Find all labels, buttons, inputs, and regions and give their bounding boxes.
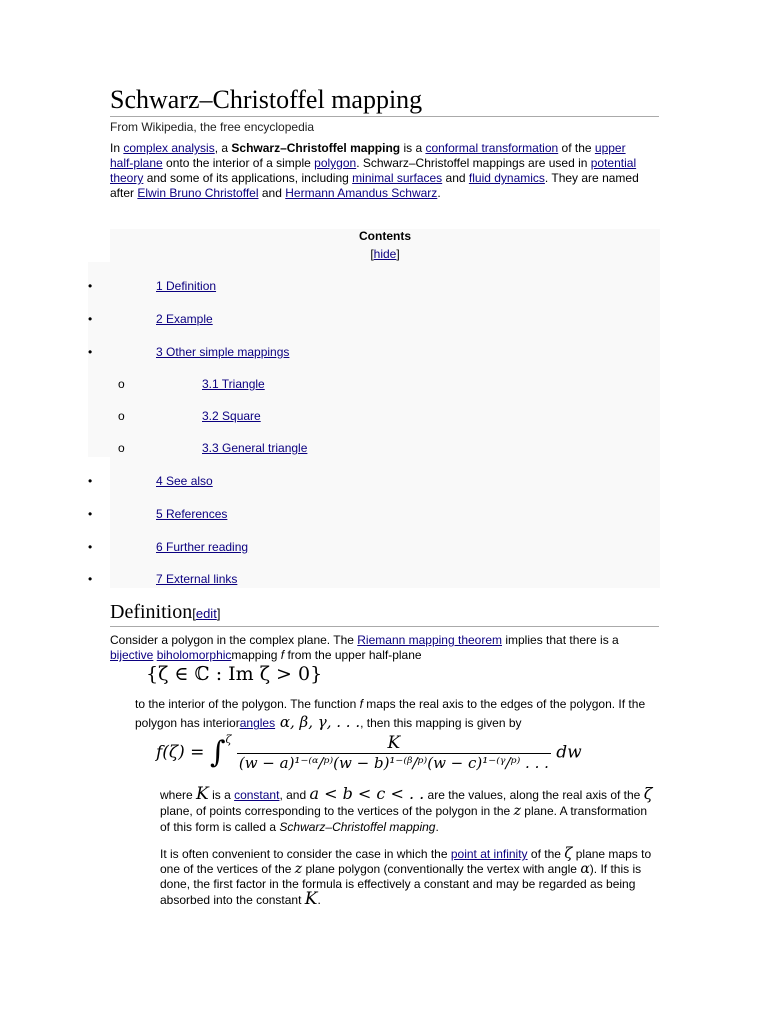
toc-item-see-also[interactable]: 4 See also [156, 474, 213, 488]
toc-item-further-reading[interactable]: 6 Further reading [156, 540, 249, 554]
toc-item-external-links[interactable]: 7 External links [156, 572, 238, 586]
link-potential-theory[interactable]: potential theory [110, 156, 637, 185]
toc-bullet: • [88, 345, 93, 359]
toc-hide-control: [hide] [370, 247, 400, 261]
edit-link[interactable]: edit [195, 606, 217, 621]
link-schwarz[interactable]: Hermann Amandus Schwarz [285, 186, 438, 200]
link-christoffel[interactable]: Elwin Bruno Christoffel [137, 186, 259, 200]
toc-item-general-triangle[interactable]: 3.3 General triangle [202, 441, 308, 455]
toc-item-other-simple-mappings[interactable]: 3 Other simple mappings [156, 345, 290, 359]
toc-subbullet: o [118, 441, 125, 455]
toc-item-triangle[interactable]: 3.1 Triangle [202, 377, 265, 391]
definition-paragraph-2: to the interior of the polygon. The function f maps the real axis to the edges of the polygon. If the polygon has interiorangles α, β, γ, . . ., then this mapping is given by [135, 697, 646, 731]
toc-bullet: • [88, 474, 93, 488]
link-biholomorphic[interactable]: biholomorphic [156, 648, 232, 662]
toc-item-references[interactable]: 5 References [156, 507, 228, 521]
link-angles[interactable]: angles [239, 716, 276, 730]
toc-subbullet: o [118, 409, 125, 423]
toc-bullet: • [88, 507, 93, 521]
section-edit: [edit] [192, 606, 221, 621]
toc-item-definition[interactable]: 1 Definition [156, 279, 217, 293]
toc-bullet: • [88, 540, 93, 554]
toc-subbullet: o [118, 377, 125, 391]
link-constant[interactable]: constant [234, 788, 280, 802]
toc-bullet: • [88, 312, 93, 326]
link-complex-analysis[interactable]: complex analysis [123, 141, 215, 155]
upper-half-plane-formula: {ζ ∈ ℂ : Im ζ > 0} [146, 663, 323, 685]
toc-hide-link[interactable]: hide [373, 247, 397, 261]
link-bijective[interactable]: bijective [110, 648, 154, 662]
link-fluid-dynamics[interactable]: fluid dynamics [468, 171, 545, 185]
page-title: Schwarz–Christoffel mapping [110, 84, 659, 117]
formula-fraction: $\frac{K}{\text{(w − a)¹⁻⁽ᵅ/ᵖ⁾(w − b)¹⁻⁽ᵝ/ᵖ⁾(w − c)¹⁻⁽ᵞ/ᵖ⁾ . . .}}$ [238, 733, 549, 772]
definition-paragraph-4: It is often convenient to consider the case in which the point at infinity of the ζ plane maps to one of the vertices of the z plane polygon (conventionally the vertex with angle α). If this is done, the first factor in the formula is effectively a constant and may be regarded as being absorbed into the constant K. [160, 844, 652, 909]
toc-bullet: • [88, 279, 93, 293]
definition-paragraph-1: Consider a polygon in the complex plane. The Riemann mapping theorem implies that there is a bijective biholomorphicmapping f from the upper half-plane [110, 633, 619, 662]
link-minimal-surfaces[interactable]: minimal surfaces [352, 171, 443, 185]
toc-bullet: • [88, 572, 93, 586]
toc-item-square[interactable]: 3.2 Square [202, 409, 261, 423]
link-polygon[interactable]: polygon [314, 156, 357, 170]
section-heading-definition: Definition[edit] [110, 600, 659, 627]
schwarz-christoffel-formula: f(ζ) = ∫$^\zeta$ $\frac{K}{\text{(w − a)¹⁻⁽ᵅ/ᵖ⁾(w − b)¹⁻⁽ᵝ/ᵖ⁾(w − c)¹⁻⁽ᵞ/ᵖ⁾ . . .}}$ dw [156, 733, 582, 772]
definition-paragraph-3: where K is a constant, and a < b < c < . . are the values, along the real axis of the ζ plane, of points corresponding to the vertices of the polygon in the z plane. A transformation of this form is called a Schwarz–Christoffel mapping. [160, 784, 653, 834]
link-upper-half-plane[interactable]: upper half-plane [110, 141, 626, 170]
toc-item-example[interactable]: 2 Example [156, 312, 213, 326]
intro-paragraph: In complex analysis, a Schwarz–Christoffel mapping is a conformal transformation of the upper half-plane onto the interior of a simple polygon. Schwarz–Christoffel mappings are used in potential theory and some of its applications, including minimal surfaces and fluid dynamics. They are named after Elwin Bruno Christoffel and Hermann Amandus Schwarz. [110, 141, 639, 200]
page-subtitle: From Wikipedia, the free encyclopedia [110, 120, 315, 134]
link-point-at-infinity[interactable]: point at infinity [450, 847, 528, 861]
toc-title: Contents [359, 229, 411, 243]
bold-term: Schwarz–Christoffel mapping [231, 141, 401, 155]
link-riemann-mapping-theorem[interactable]: Riemann mapping theorem [357, 633, 503, 647]
link-conformal-transformation[interactable]: conformal transformation [425, 141, 559, 155]
